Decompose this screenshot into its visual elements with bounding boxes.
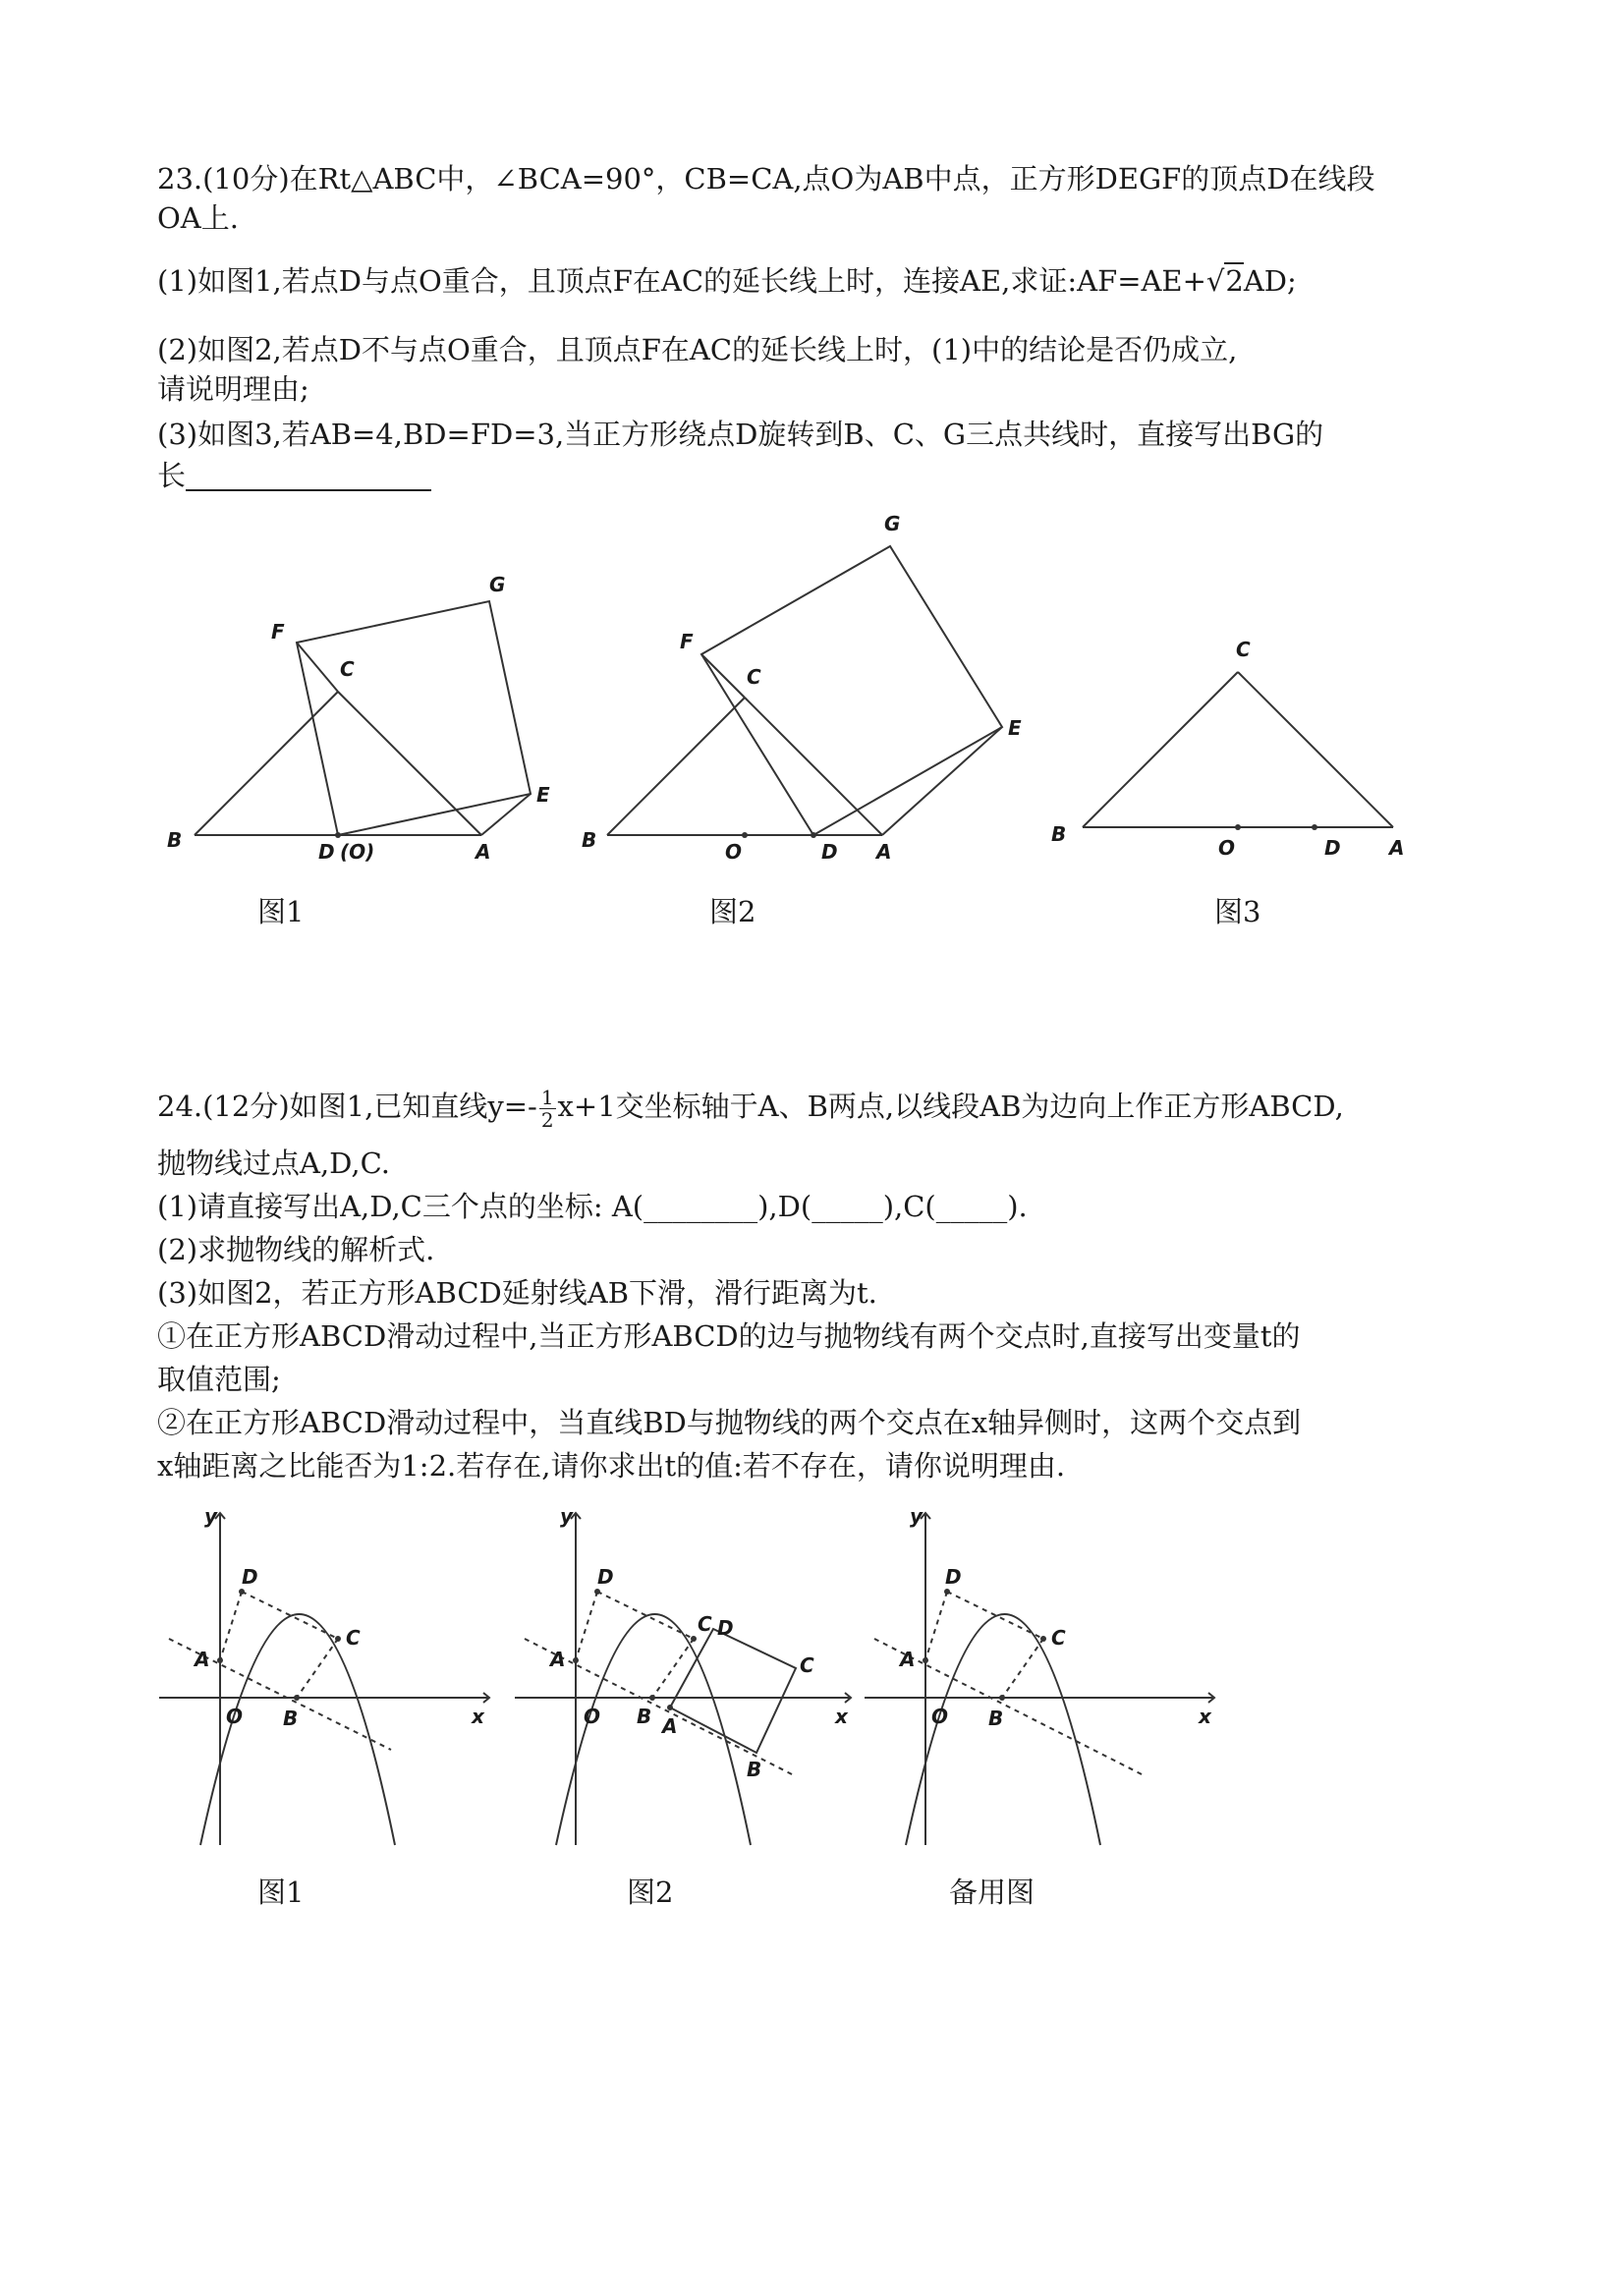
label-O: (O) bbox=[340, 840, 375, 864]
q24-line1 bbox=[157, 1079, 1344, 1134]
label-B: B bbox=[637, 1705, 652, 1728]
q23-figure-1-caption: 图1 bbox=[257, 895, 305, 928]
q23-part1 bbox=[157, 261, 1297, 301]
fraction-denominator: 2 bbox=[540, 1107, 554, 1132]
label-C: C bbox=[340, 657, 355, 681]
label-A: A bbox=[1389, 836, 1405, 860]
q23-part3-line2-text: 长 bbox=[157, 459, 187, 492]
label-E: E bbox=[536, 783, 550, 807]
q23-figure-2 bbox=[570, 511, 1041, 884]
q24-backup-figure-caption: 备用图 bbox=[949, 1876, 1035, 1909]
label-C: C bbox=[1051, 1626, 1066, 1650]
label-C: C bbox=[1236, 638, 1251, 661]
label-B: B bbox=[283, 1707, 299, 1730]
q24-line2: 抛物线过点A,D,C. bbox=[157, 1147, 390, 1180]
label-x: x bbox=[835, 1705, 848, 1728]
label-O: O bbox=[1218, 836, 1236, 860]
label-C: C bbox=[346, 1626, 361, 1650]
q23-part3-line1: (3)如图3,若AB=4,BD=FD=3,当正方形绕点D旋转到B、C、G三点共线时，直接写出BG的 bbox=[157, 418, 1324, 451]
label-O: O bbox=[725, 840, 743, 864]
label-G: G bbox=[489, 573, 506, 596]
label-y: y bbox=[204, 1504, 218, 1528]
label-O: O bbox=[226, 1705, 244, 1728]
q23-part1-pre: (1)如图1,若点D与点O重合，且顶点F在AC的延长线上时，连接AE,求证:AF=AE+ bbox=[157, 264, 1206, 298]
q24-part2: (2)求抛物线的解析式. bbox=[157, 1233, 435, 1266]
label-C: C bbox=[747, 665, 761, 689]
label-x: x bbox=[1199, 1705, 1211, 1728]
q23-figure-1 bbox=[157, 550, 589, 884]
label-G: G bbox=[884, 512, 901, 535]
q23-part2-line2: 请说明理由; bbox=[157, 372, 309, 406]
q24-part3a-line2: 取值范围; bbox=[157, 1363, 281, 1396]
label-O: O bbox=[584, 1705, 601, 1728]
label-E: E bbox=[1008, 716, 1022, 740]
label-A: A bbox=[900, 1648, 916, 1671]
q24-figure-2 bbox=[511, 1501, 865, 1855]
q24-part3: (3)如图2，若正方形ABCD延射线AB下滑，滑行距离为t. bbox=[157, 1276, 877, 1310]
q23-part2-line1: (2)如图2,若点D不与点O重合，且顶点F在AC的延长线上时，(1)中的结论是否仍成立, bbox=[157, 333, 1238, 366]
label-B: B bbox=[167, 828, 183, 852]
label-D: D bbox=[318, 840, 335, 864]
q24-line1-post: x+1交坐标轴于A、B两点,以线段AB为边向上作正方形ABCD, bbox=[557, 1090, 1344, 1123]
label-y: y bbox=[560, 1504, 574, 1528]
label-B: B bbox=[1051, 822, 1067, 846]
label-A: A bbox=[195, 1648, 210, 1671]
q24-part3a-line1: ①在正方形ABCD滑动过程中,当正方形ABCD的边与抛物线有两个交点时,直接写出变量t的 bbox=[157, 1319, 1301, 1353]
q24-figure-2-caption: 图2 bbox=[627, 1876, 674, 1909]
sqrt-radicand: 2 bbox=[1225, 264, 1244, 298]
label-A: A bbox=[476, 840, 491, 864]
q23-figure-3-caption: 图3 bbox=[1214, 895, 1261, 928]
q24-backup-figure bbox=[861, 1501, 1224, 1855]
q23-figure-3 bbox=[1041, 629, 1434, 865]
label-y: y bbox=[910, 1504, 923, 1528]
label-O: O bbox=[931, 1705, 949, 1728]
q24-part1: (1)请直接写出A,D,C三个点的坐标: A(________),D(_____),C(_____). bbox=[157, 1190, 1028, 1223]
label-B: B bbox=[988, 1707, 1004, 1730]
q23-line1: 23.(10分)在Rt△ABC中，∠BCA=90°，CB=CA,点O为AB中点，正方形DEGF的顶点D在线段 bbox=[157, 162, 1375, 196]
label-A: A bbox=[550, 1648, 566, 1671]
q24-figure-1 bbox=[155, 1501, 499, 1855]
q24-figure-1-caption: 图1 bbox=[257, 1876, 305, 1909]
q24-part3b-line2: x轴距离之比能否为1:2.若存在,请你求出t的值:若不存在，请你说明理由. bbox=[157, 1449, 1066, 1483]
q24-line1-pre: 24.(12分)如图1,已知直线y=- bbox=[157, 1090, 537, 1123]
label-D: D bbox=[242, 1565, 258, 1589]
q23-line2: OA上. bbox=[157, 201, 239, 235]
label-D-moved: D bbox=[717, 1616, 734, 1640]
answer-blank bbox=[186, 460, 431, 491]
fraction-numerator: 1 bbox=[540, 1085, 554, 1109]
label-C: C bbox=[698, 1612, 712, 1636]
label-B-moved: B bbox=[747, 1758, 762, 1781]
q23-figure-2-caption: 图2 bbox=[709, 895, 756, 928]
label-B: B bbox=[582, 828, 597, 852]
label-F: F bbox=[680, 630, 694, 653]
q24-part3b-line1: ②在正方形ABCD滑动过程中，当直线BD与抛物线的两个交点在x轴异侧时，这两个交点到 bbox=[157, 1406, 1302, 1439]
label-A-moved: A bbox=[662, 1714, 678, 1738]
label-D: D bbox=[1324, 836, 1341, 860]
fraction bbox=[539, 1087, 556, 1131]
q23-part3-line2 bbox=[157, 456, 431, 495]
q23-part1-post: AD; bbox=[1243, 264, 1297, 298]
label-D: D bbox=[821, 840, 838, 864]
label-x: x bbox=[472, 1705, 484, 1728]
label-C-moved: C bbox=[800, 1653, 814, 1677]
label-F: F bbox=[271, 620, 285, 644]
label-A: A bbox=[876, 840, 892, 864]
sqrt-sign: √ bbox=[1205, 264, 1225, 298]
label-D: D bbox=[597, 1565, 614, 1589]
label-D: D bbox=[945, 1565, 962, 1589]
